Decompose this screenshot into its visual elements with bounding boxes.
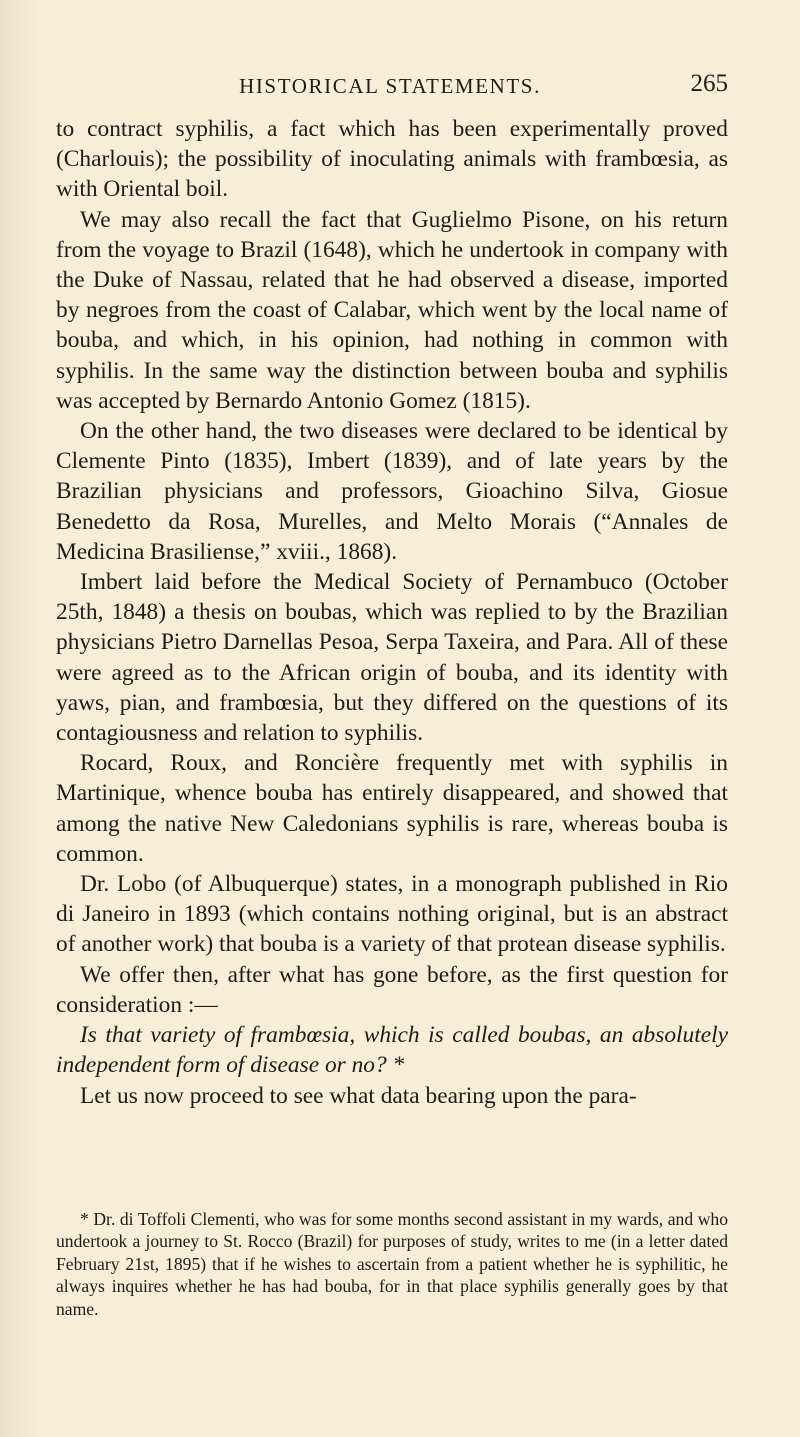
body-text xyxy=(56,114,728,1111)
page-number: 265 xyxy=(690,70,728,97)
paragraph-question-intro: We offer then, after what has gone before, as the first question for consideration :— xyxy=(56,961,728,1018)
paragraph-proceed: Let us now proceed to see what data bearing upon the para- xyxy=(80,1082,637,1109)
footnote: * Dr. di Toffoli Clementi, who was for some months second assistant in my wards, and who undertook a journey to St. Rocco (Brazil) for purposes of study, writes to me (in a letter dated February 21st, 1895) that if he wishes to ascertain from a patient whether he is syphilitic, he always inquires whether he has had bouba, for in that place syphilis generally goes by that name. xyxy=(56,1209,728,1319)
paragraph-continuation: to contract syphilis, a fact which has been experimentally proved (Charlouis); the possibility of inoculating animals with frambœsia, as with Oriental boil. xyxy=(56,116,728,203)
paragraph-question: Is that variety of frambœsia, which is called boubas, an absolutely independent form of disease or no? * xyxy=(56,1022,728,1079)
paragraph-rocard: Rocard, Roux, and Roncière frequently met with syphilis in Martinique, whence bouba has entirely disappeared, and showed that among the native New Caledonians syphilis is rare, whereas bouba is common. xyxy=(56,750,728,867)
paragraph-lobo: Dr. Lobo (of Albuquerque) states, in a monograph published in Rio di Janeiro in 1893 (which contains nothing original, but is an abstract of another work) that bouba is a variety of that protean disease syphilis. xyxy=(56,871,728,958)
paragraph-imbert: Imbert laid before the Medical Society of Pernambuco (October 25th, 1848) a thesis on boubas, which was replied to by the Brazilian physicians Pietro Darnellas Pesoa, Serpa Taxeira, and Para. All of these were agreed as to the African origin of bouba, and its identity with yaws, pian, and frambœsia, but they differed on the questions of its contagiousness and relation to syphilis. xyxy=(56,569,728,747)
page-header xyxy=(52,68,728,108)
running-head: HISTORICAL STATEMENTS. xyxy=(239,74,541,98)
paragraph-pisone: We may also recall the fact that Guglielmo Pisone, on his return from the voyage to Brazil (1648), which he undertook in company with the Duke of Nassau, related that he had observed a disease, imported by negroes from the coast of Calabar, which went by the local name of bouba, and which, in his opinion, had nothing in common with syphilis. In the same way the distinction between bouba and syphilis was accepted by Bernardo Antonio Gomez (1815). xyxy=(56,206,728,414)
paragraph-identical: On the other hand, the two diseases were declared to be identical by Clemente Pinto (1835), Imbert (1839), and of late years by the Brazilian physicians and professors, Gioachino Silva, Giosue Benedetto da Rosa, Murelles, and Melto Morais (“Annales de Medicina Brasiliense,” xviii., 1868). xyxy=(56,418,728,565)
